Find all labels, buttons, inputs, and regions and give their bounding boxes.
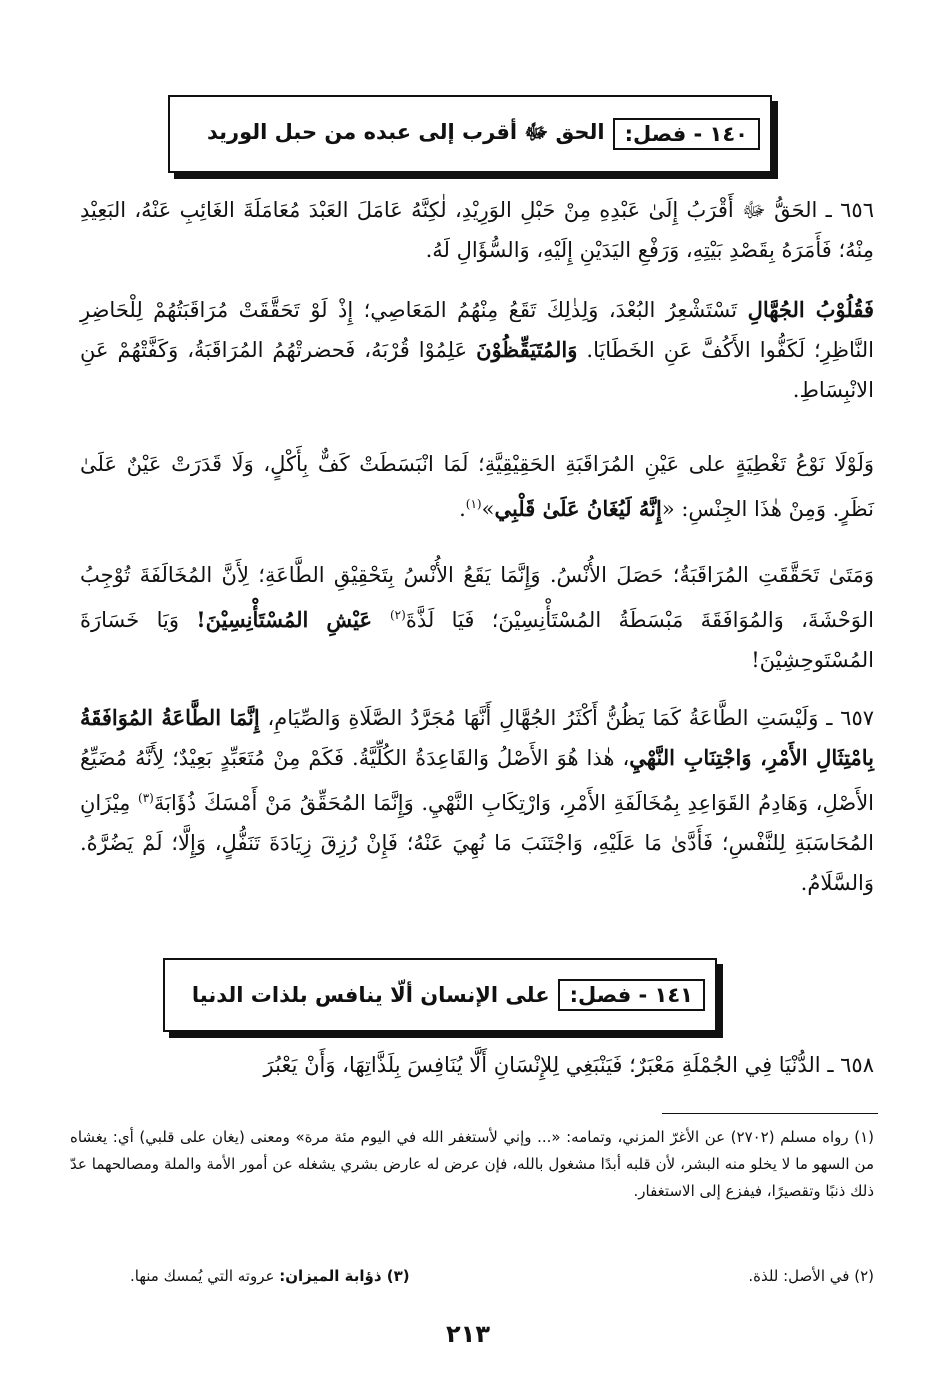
paragraph-text: تَسْتَشْعِرُ البُعْدَ، وَلِذٰلِكَ تَقَعُ مِنْهُمُ المَعَاصِي؛ إِذْ لَوْ تَحَقَّقَتْ مُرَاقَبَتُهُمْ لِلْحَاضِرِ النَّاظِرِ؛ لَكَفُّوا الأَكُفَّ عَنِ الخَطَايَا. [80,298,874,362]
paragraph-text: عَلِمُوْا قُرْبَهُ، فَحضرتْهُمُ المُرَاقَبَةُ، وَكَفَّتْهُمْ عَنِ الانْبِسَاطِ. [80,338,874,402]
page-number: ٢١٣ [446,1320,490,1348]
footnote-3-label: (٣) ذؤابة الميزان: [279,1267,410,1285]
footnote-row [70,1263,874,1290]
section-heading-140 [168,95,772,173]
footnote-2: (٢) في الأصل: للذة. [748,1267,874,1285]
bold-phrase: عَيْشِ المُسْتَأْنِسِيْنَ! [196,607,390,632]
paragraph-text: وَمَتَىٰ تَحَقَّقَتِ المُرَاقَبَةُ؛ حَصَلَ الأُنْسُ. وَإِنَّمَا يَقَعُ الأُنْسُ بِتَحْقِيْقِ الطَّاعَةِ؛ لِأَنَّ المُخَالَفَةَ تُوْجِبُ الوَحْشَةَ، وَالمُوَافَقَةَ مَبْسَطَةُ المُسْتَأْنِسِيْنَ؛ فَيَا لَذَّةَ [80,563,874,632]
paragraph-hearts [80,290,874,410]
paragraph-lawla [80,444,874,529]
section-number: ١٤١ - فصل: [558,979,705,1011]
footnote-ref: (١) [465,497,482,511]
paragraph-text: وَيَا خَسَارَةَ المُسْتَوحِشِيْنَ! [80,608,874,672]
footnote-3-text: عروته التي يُمسك منها. [130,1267,280,1285]
bold-phrase: وَالمُتَيَقِّظُوْنَ [476,337,578,362]
paragraph-text: . [459,497,466,521]
paragraph-text: ٦٥٧ ـ وَلَيْسَتِ الطَّاعَةُ كَمَا يَظُنُّ أَكْثَرُ الجُهَّالِ أَنَّهَا مُجَرَّدُ الصَّلَاةِ وَالصِّيَامِ، [259,706,875,730]
paragraph-text: » [481,497,495,521]
section-title: على الإنسان ألّا ينافس بلذات الدنيا [191,983,550,1007]
section-heading-141 [163,958,717,1032]
paragraph-658: ٦٥٨ ـ الدُّنْيَا فِي الجُمْلَةِ مَعْبَرٌ؛ فَيَنْبَغِي لِلإِنْسَانِ أَلَّا يُنَافِسَ بِلَذَّاتِهَا، وَأَنْ يَعْبُرَ [263,1053,874,1077]
bold-phrase: إِنَّمَا الطَّاعَةُ المُوَافَقَةُ بِامْتِثَالِ الأَمْرِ، وَاجْتِنَابِ النَّهْيِ [80,705,874,770]
section-title: الحق ﷻ أقرب إلى عبده من حبل الوريد [206,119,605,144]
paragraph-text: وَلَوْلَا نَوْعُ تَغْطِيَةٍ على عَيْنِ المُرَاقَبَةِ الحَقِيْقِيَّةِ؛ لَمَا انْبَسَطَتْ كَفٌّ بِأَكْلٍ، وَلَا قَدَرَتْ عَيْنٌ عَلَىٰ نَظَرٍ. وَمِنْ هٰذَا الجِنْسِ: « [80,452,874,521]
section-number: ١٤٠ - فصل: [613,118,760,150]
footnote-1: (١) رواه مسلم (٢٧٠٢) عن الأغرّ المزني، وتمامه: «... وإني لأستغفر الله في اليوم مئة مرة» ومعنى (يغان على قلبي) أي: يغشاه من السهو ما لا يخلو منه البشر، لأن قلبه أبدًا مشغول بالله، فإن عرض له عارض بشري يشغله عن أمور الأمة والملة ومصالحهما عدّ ذلك ذنبًا وتقصيرًا، فيفزع إلى الاستغفار. [70,1128,874,1200]
footnote-separator [662,1113,878,1114]
paragraph-mata [80,555,874,680]
paragraph-657 [80,698,874,903]
footnote-3 [130,1263,410,1290]
hadith-quote: إِنَّهُ لَيُغَانُ عَلَىٰ قَلْبِي [494,496,662,521]
bold-phrase: فَقُلُوْبُ الجُهَّالِ [747,297,875,322]
paragraph-text: مِيْزَانِ المُحَاسَبَةِ لِلنَّفْسِ؛ فَأَدَّىٰ مَا عَلَيْهِ، وَاجْتَنَبَ مَا نُهِيَ عَنْهُ؛ فَإِنْ رُزِقَ زِيَادَةَ تَنَفُّلٍ، وَإِلَّا؛ لَمْ يَضُرَّهُ. وَالسَّلَامُ. [80,791,874,895]
paragraph-text: ، هٰذا هُوَ الأَصْلُ وَالقَاعِدَةُ الكُلِّيَّةُ. فَكَمْ مِنْ مُتَعَبِّدٍ بَعِيْدٌ؛ لِأَنَّهُ مُضَيِّعُ الأَصْلِ، وَهَادِمُ القَوَاعِدِ بِمُخَالَفَةِ الأَمْرِ، وَارْتِكَابِ النَّهْيِ. وَإِنَّمَا المُحَقِّقُ مَنْ أَمْسَكَ ذُؤَابَةَ [80,746,874,815]
paragraph-656: ٦٥٦ ـ الحَقُّ ﷻ أَقْرَبُ إِلَىٰ عَبْدِهِ مِنْ حَبْلِ الوَرِيْدِ، لٰكِنَّهُ عَامَلَ العَبْدَ مُعَامَلَةَ الغَائِبِ عَنْهُ، البَعِيْدِ مِنْهُ؛ فَأَمَرَهُ بِقَصْدِ بَيْتِهِ، وَرَفْعِ اليَدَيْنِ إِلَيْهِ، وَالسُّؤَالِ لَهُ. [80,198,874,262]
footnote-ref: (٣) [138,791,154,805]
footnote-ref: (٢) [389,608,406,622]
